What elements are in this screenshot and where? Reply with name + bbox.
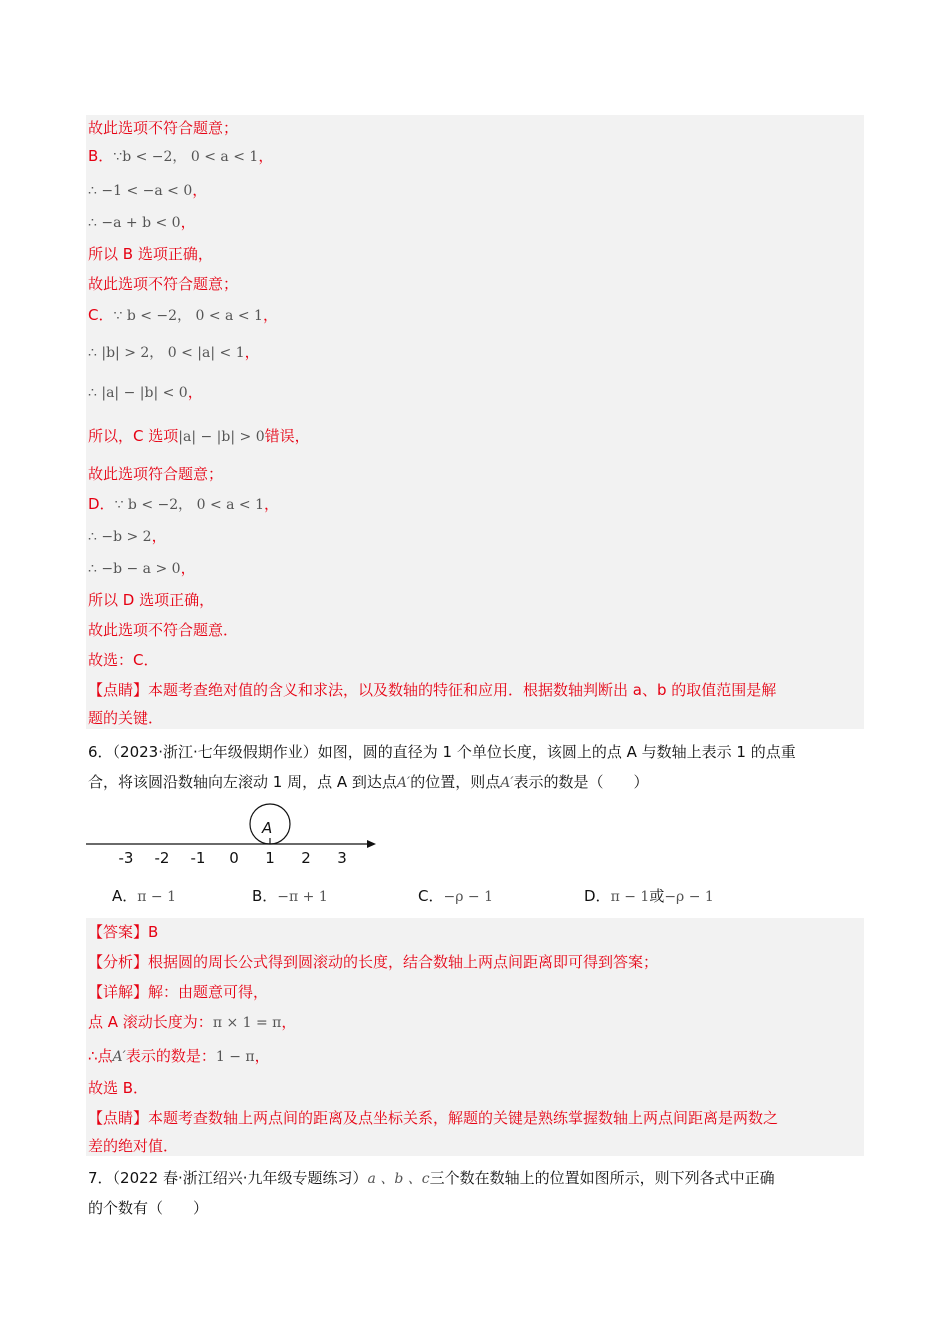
text: 表示的数是： <box>125 1047 216 1065</box>
text: 所以，C 选项 <box>88 427 179 445</box>
number-line-figure <box>86 796 386 870</box>
sol5-comment-2: 题的关键． <box>88 709 164 727</box>
q6-detail: 【详解】解：由题意可得， <box>88 983 269 1001</box>
sol5-option-c-cond <box>88 305 278 326</box>
sol5-b-right: 所以 B 选项正确， <box>88 245 213 263</box>
q6-comment-1: 【点睛】本题考查数轴上两点间的距离及点坐标关系，解题的关键是熟练掌握数轴上两点间距离是两数之 <box>88 1109 779 1127</box>
q6-analysis: 【分析】根据圆的周长公式得到圆滚动的长度，结合数轴上两点间距离即可得到答案； <box>88 953 659 971</box>
sol5-d-conclude: 故此选项不符合题意． <box>88 621 239 639</box>
text: 三个数在数轴上的位置如图所示，则下列各式中正确 <box>429 1169 775 1187</box>
q6-choose: 故选 B． <box>88 1079 149 1097</box>
math-expr: |a| − |b| > 0 <box>178 429 265 445</box>
option-label: C． <box>418 887 444 905</box>
tick-label: 1 <box>265 849 275 867</box>
punct: ， <box>254 1047 270 1065</box>
math-expr: ∵ b < −2， 0 < a < 1 <box>113 308 263 324</box>
tick-label: -2 <box>154 849 170 867</box>
text: 表示的数是（ ） <box>513 773 649 791</box>
math-expr: ∵ b < −2， 0 < a < 1 <box>114 497 265 513</box>
text: 的位置，则点 <box>410 773 501 791</box>
option-label: A． <box>112 887 138 905</box>
math-expr: −ρ − 1 <box>664 889 714 905</box>
punct: ， <box>187 383 203 401</box>
option-label: D． <box>584 887 611 905</box>
text: 错误， <box>264 427 310 445</box>
math-var: A′ <box>112 1049 126 1065</box>
punct: ， <box>264 495 280 513</box>
sol5-option-d-cond <box>88 494 279 515</box>
sol5-b-step2 <box>88 212 196 233</box>
math-var: A′ <box>396 775 411 791</box>
math-expr: π − 1 <box>137 889 177 905</box>
text: ∴点 <box>88 1047 113 1065</box>
math-expr: 1 − π <box>215 1049 255 1065</box>
sol5-c-wrong <box>88 426 310 447</box>
text: 合，将该圆沿数轴向左滚动 1 周，点 A 到达点 <box>88 773 397 791</box>
math-expr: −π + 1 <box>277 889 328 905</box>
label: C． <box>88 306 114 324</box>
text: 或 <box>649 887 665 905</box>
math-expr: −ρ − 1 <box>443 889 493 905</box>
tick-label: 2 <box>301 849 311 867</box>
q6-option-c[interactable] <box>418 886 493 907</box>
math-var: A′ <box>500 775 514 791</box>
math-expr: π × 1 = π <box>212 1015 282 1031</box>
punct: ， <box>244 343 260 361</box>
sol5-c-step2 <box>88 382 203 403</box>
math-expr: ∵b < −2， 0 < a < 1 <box>113 149 259 165</box>
punct: ， <box>281 1013 297 1031</box>
sol5-line <box>88 118 238 138</box>
text: 点 A 滚动长度为： <box>88 1013 213 1031</box>
math-expr: π − 1 <box>610 889 650 905</box>
math-expr: ∴ |a| − |b| < 0 <box>88 385 188 401</box>
text: 故此选项不符合题意； <box>88 119 239 137</box>
tick-label: 0 <box>229 849 239 867</box>
punct: ， <box>180 213 196 231</box>
q6-roll-length <box>88 1012 296 1033</box>
q6-comment-2: 差的绝对值． <box>88 1137 179 1155</box>
point-a-label: A <box>262 819 273 837</box>
q6-stem-line1: 6．（2023·浙江·七年级假期作业）如图，圆的直径为 1 个单位长度，该圆上的点 A 与数轴上表示 1 的点重 <box>88 743 796 761</box>
punct: ， <box>151 527 167 545</box>
punct: ， <box>180 559 196 577</box>
sol5-option-b-cond <box>88 146 273 167</box>
label: D． <box>88 495 115 513</box>
q6-option-a[interactable] <box>112 886 176 907</box>
text: 7．（2022 春·浙江绍兴·九年级专题练习） <box>88 1169 368 1187</box>
q6-answer: 【答案】B <box>88 923 159 941</box>
tick-label: 3 <box>337 849 347 867</box>
q6-option-d[interactable] <box>584 886 714 907</box>
option-label: B． <box>252 887 278 905</box>
sol5-c-conclude: 故此选项符合题意； <box>88 465 224 483</box>
sol5-c-step1 <box>88 342 260 363</box>
sol5-choose: 故选：C． <box>88 651 159 669</box>
q6-result <box>88 1046 270 1067</box>
sol5-d-step2 <box>88 558 196 579</box>
tick-label: -1 <box>190 849 206 867</box>
label: B． <box>88 147 114 165</box>
sol5-d-right: 所以 D 选项正确， <box>88 591 215 609</box>
math-expr: ∴ |b| > 2， 0 < |a| < 1 <box>88 345 245 361</box>
q6-option-b[interactable] <box>252 886 328 907</box>
sol5-d-step1 <box>88 526 167 547</box>
sol5-b-conclude: 故此选项不符合题意； <box>88 275 239 293</box>
sol5-comment-1: 【点睛】本题考查绝对值的含义和求法，以及数轴的特征和应用．根据数轴判断出 a、b 的取值范围是解 <box>88 681 777 699</box>
math-expr: ∴ −b − a > 0 <box>88 561 181 577</box>
punct: ， <box>262 306 278 324</box>
axis-arrow-icon <box>367 840 376 848</box>
math-expr: ∴ −1 < −a < 0 <box>88 183 193 199</box>
math-expr: ∴ −b > 2 <box>88 529 152 545</box>
sol5-b-step1 <box>88 180 207 201</box>
math-expr: ∴ −a + b < 0 <box>88 215 181 231</box>
q7-stem-line2: 的个数有（ ） <box>88 1199 209 1217</box>
q7-stem-line1 <box>88 1168 775 1189</box>
tick-label: -3 <box>118 849 134 867</box>
punct: ， <box>258 147 274 165</box>
punct: ， <box>192 181 208 199</box>
q6-stem-line2 <box>88 772 649 793</box>
tick-group <box>119 838 347 867</box>
math-vars: a 、b 、c <box>367 1171 430 1187</box>
